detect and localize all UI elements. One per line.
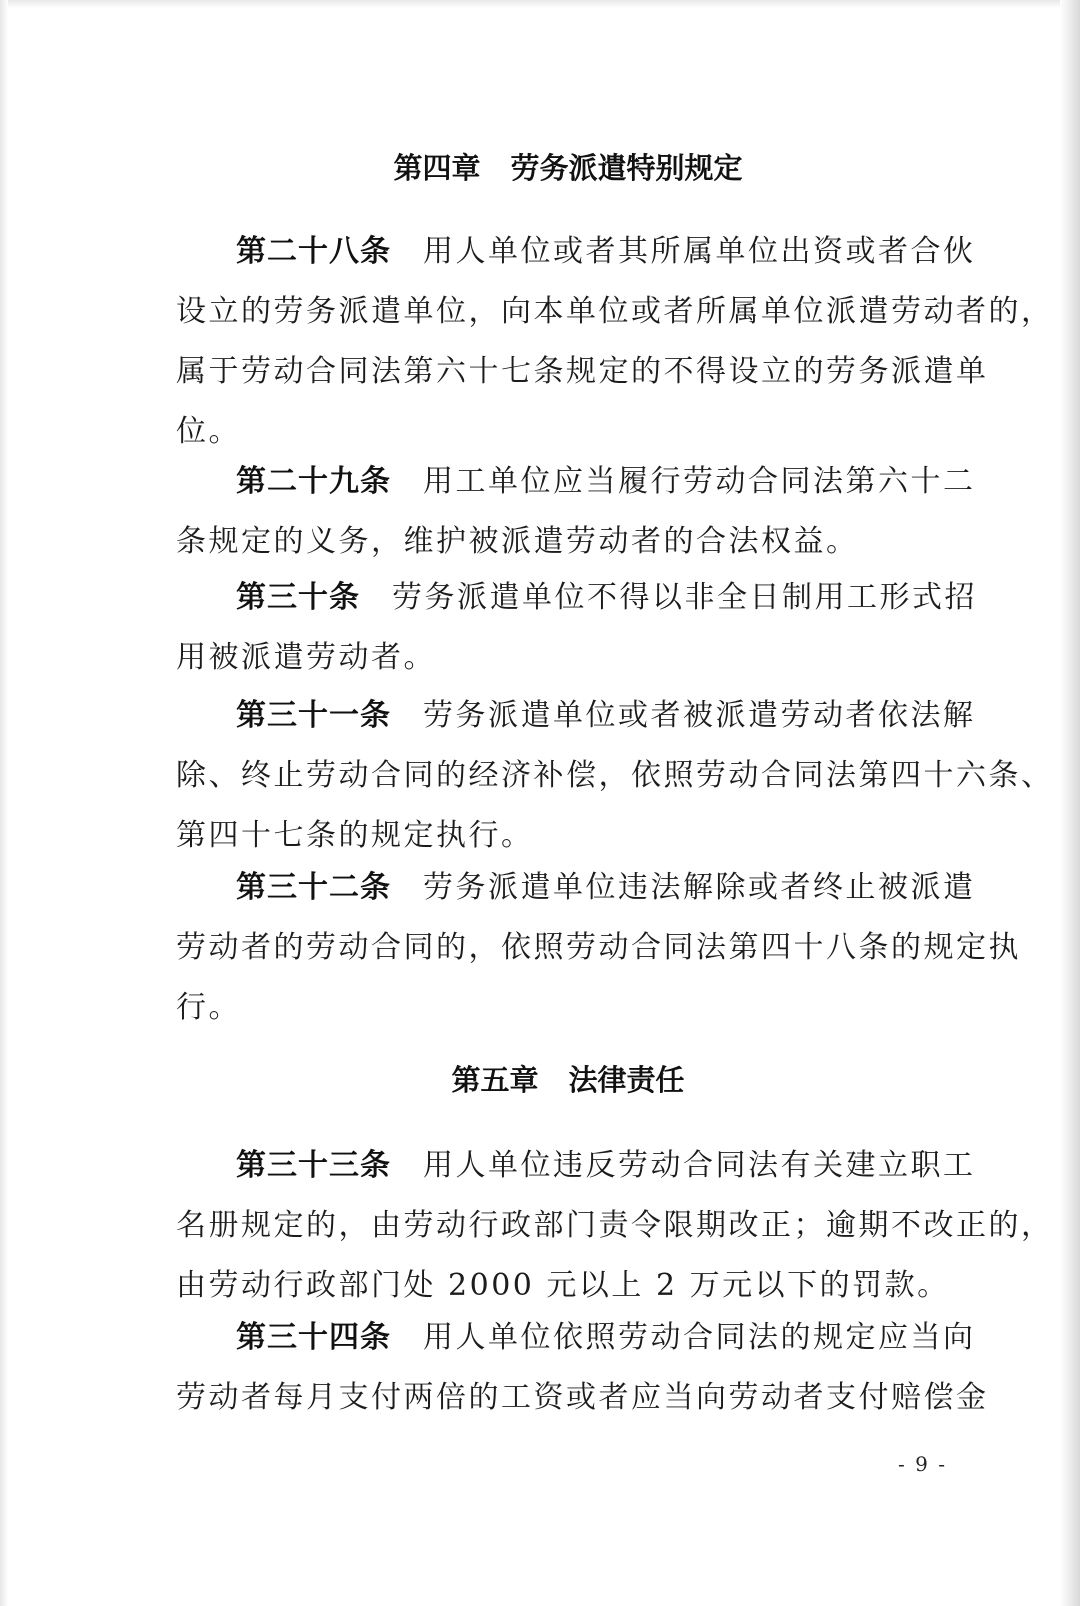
article-text-line: 由劳动行政部门处 2000 元以上 2 万元以下的罚款。 (176, 1268, 950, 1303)
article-30 (176, 568, 977, 688)
article-text-line: 用被派遣劳动者。 (176, 640, 436, 675)
article-34 (176, 1308, 989, 1428)
article-text-line: 条规定的义务，维护被派遣劳动者的合法权益。 (176, 524, 859, 559)
article-number: 第三十三条 (236, 1148, 391, 1183)
article-number: 第二十八条 (236, 234, 391, 269)
chapter-title-5 (0, 1060, 1080, 1100)
article-text-line: 劳务派遣单位不得以非全日制用工形式招 (392, 580, 977, 615)
article-number: 第三十二条 (236, 870, 391, 905)
article-number: 第三十四条 (236, 1320, 391, 1355)
article-text-line: 劳动者的劳动合同的，依照劳动合同法第四十八条的规定执 (176, 930, 1021, 965)
article-text-line: 位。 (176, 414, 241, 449)
article-number: 第二十九条 (236, 464, 391, 499)
chapter-heading: 劳务派遣特别规定 (510, 151, 743, 185)
article-number: 第三十条 (236, 580, 360, 615)
chapter-title-4 (0, 148, 1080, 188)
article-text-line: 设立的劳务派遣单位，向本单位或者所属单位派遣劳动者的， (176, 294, 1054, 329)
article-text-line: 劳动者每月支付两倍的工资或者应当向劳动者支付赔偿金 (176, 1380, 989, 1415)
article-32 (176, 858, 1021, 1038)
article-text-line: 除、终止劳动合同的经济补偿，依照劳动合同法第四十六条、 (176, 758, 1054, 793)
article-text-line: 劳务派遣单位或者被派遣劳动者依法解 (423, 698, 976, 733)
article-text-line: 用人单位违反劳动合同法有关建立职工 (423, 1148, 976, 1183)
article-31 (176, 686, 1054, 866)
chapter-heading: 法律责任 (568, 1063, 685, 1097)
article-33 (176, 1136, 1054, 1316)
article-text-line: 名册规定的，由劳动行政部门责令限期改正；逾期不改正的， (176, 1208, 1054, 1243)
article-text-line: 属于劳动合同法第六十七条规定的不得设立的劳务派遣单 (176, 354, 989, 389)
article-28 (176, 222, 1054, 462)
article-29 (176, 452, 976, 572)
chapter-number: 第四章 (393, 151, 481, 185)
article-text-line: 劳务派遣单位违法解除或者终止被派遣 (423, 870, 976, 905)
article-number: 第三十一条 (236, 698, 391, 733)
article-text-line: 用人单位或者其所属单位出资或者合伙 (423, 234, 976, 269)
article-text-line: 用工单位应当履行劳动合同法第六十二 (423, 464, 976, 499)
page-number: - 9 - (898, 1452, 947, 1476)
article-text-line: 第四十七条的规定执行。 (176, 818, 534, 853)
article-text-line: 行。 (176, 990, 241, 1025)
article-text-line: 用人单位依照劳动合同法的规定应当向 (423, 1320, 976, 1355)
chapter-number: 第五章 (451, 1063, 539, 1097)
